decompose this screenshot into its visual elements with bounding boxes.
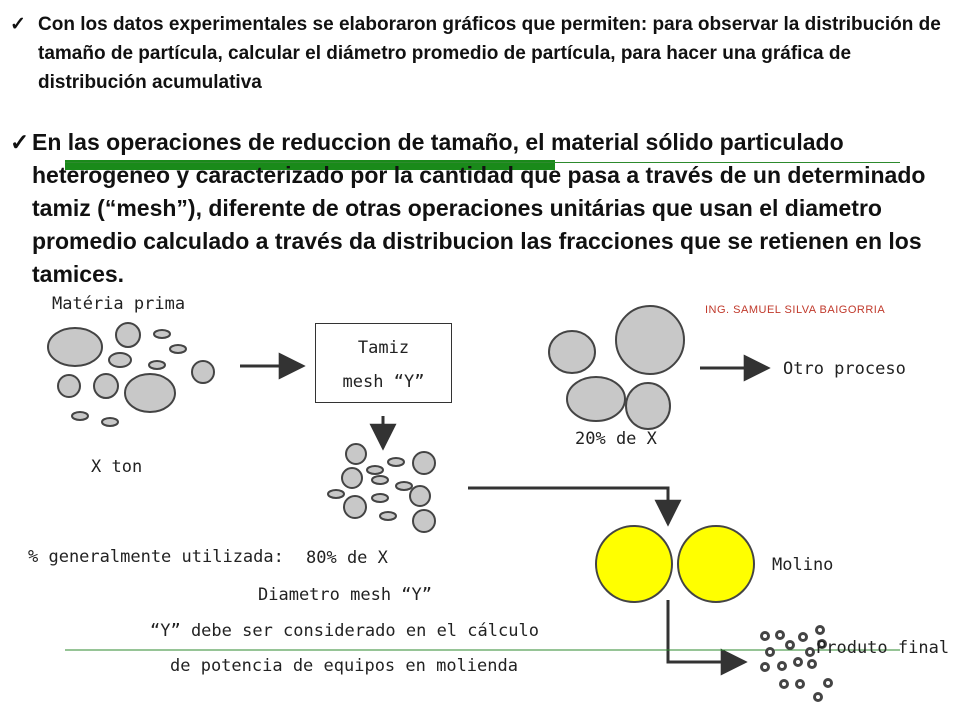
mill-label: Molino [772,555,834,575]
next-process-label: Otro proceso [783,359,906,379]
sieve-mesh-label: mesh “Y” [342,372,425,392]
raw-amount-label: X ton [91,457,143,477]
bullet-text: Con los datos experimentales se elaboraron gráficos que permiten: para observar la distribución de tamaño de partícula, calcular el diámetro promedio de partícula, para hacer una gráfica de distribución acumulativa [38,14,941,93]
author-credit: ING. SAMUEL SILVA BAIGORRIA [705,304,886,316]
retained-fraction-label: 20% de X [575,429,657,449]
raw-material-particles [48,323,214,426]
arrow-to-final-product [668,600,745,662]
passing-fraction-label: 80% de X [306,548,388,568]
sieve-box [315,323,452,403]
bullet-text: En las operaciones de reduccion de tamaño, el material sólido particulado heterogeneo y caracterizado por la cantidad que pasa a través de un determinado tamiz (“mesh”), diferente de otras operaciones unitárias que usan el diametro promedio calculado a través da distribucion las fracciones que se retienen en los tamices. [32,129,926,287]
raw-material-label: Matéria prima [52,294,186,314]
note-line-2: de potencia de equipos en molienda [170,656,518,676]
arrow-to-mill [468,488,668,524]
commonly-used-label: % generalmente utilizada: [28,547,284,567]
retained-particles [549,306,684,429]
passing-particles [328,444,435,532]
final-product-label: Produto final [816,638,950,658]
check-icon: ✓ [10,14,26,35]
note-line-1: “Y” debe ser considerado en el cálculo [150,621,539,641]
check-icon: ✓ [10,129,30,155]
sieve-label: Tamiz [357,338,410,358]
mill-rollers [596,526,754,602]
mesh-diameter-label: Diametro mesh “Y” [258,585,432,605]
